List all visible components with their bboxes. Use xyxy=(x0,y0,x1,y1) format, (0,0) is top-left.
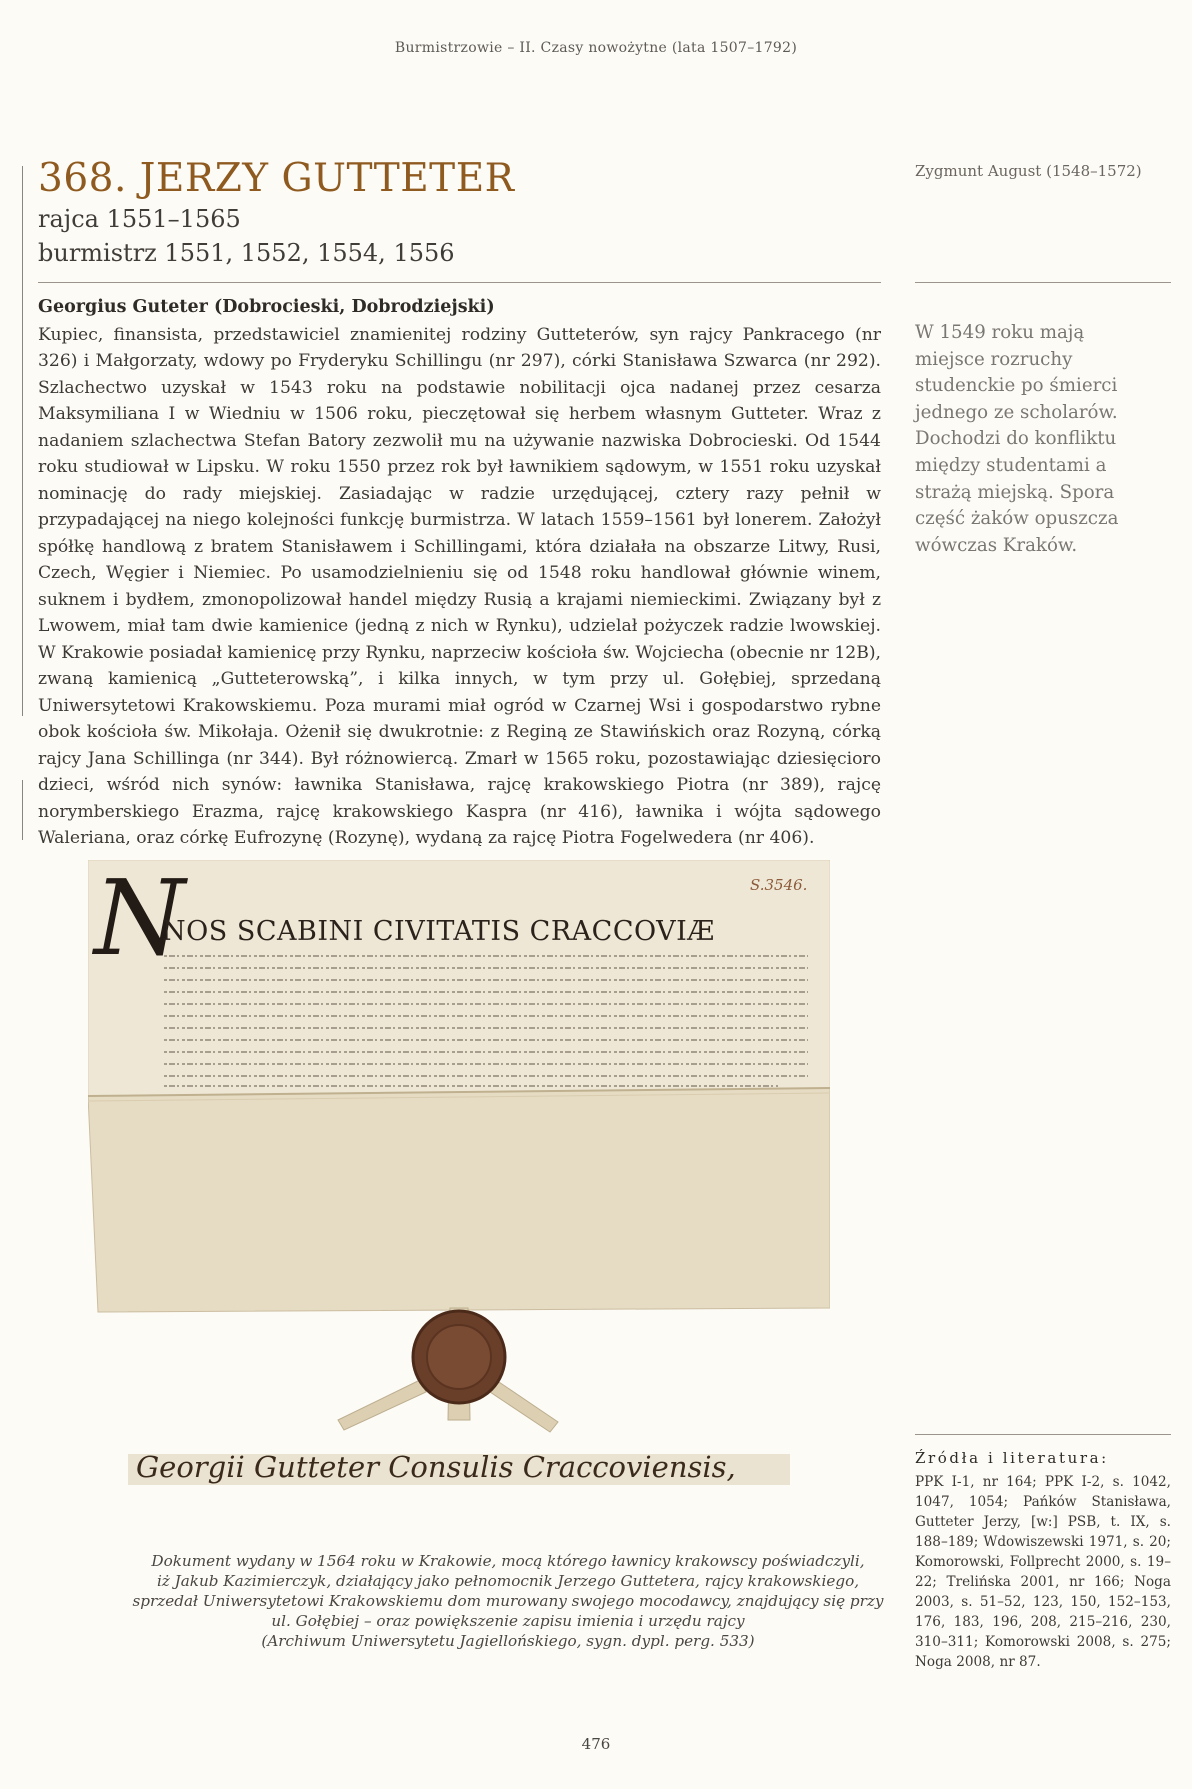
parchment-illustration xyxy=(88,860,830,1485)
biography-block xyxy=(38,294,881,852)
seal-tag-left xyxy=(338,1380,426,1430)
initial-letter: N xyxy=(94,860,185,979)
parchment-fold xyxy=(88,1088,830,1312)
seal-tag-right xyxy=(490,1380,558,1432)
charter-heading: NOS SCABINI CIVITATIS CRACCOVIÆ xyxy=(162,916,715,947)
biography-text: Kupiec, finansista, przedstawiciel znamienitej rodziny Gutteterów, syn rajcy Pankracego (nr 326) i Małgorzaty, wdowy po Fryderyku Schillingu (nr 297), córki Stanisława Szwarca (nr 292). Szlachectwo uzyskał w 1543 roku na podstawie nobilitacji ojca nadanej przez cesarza Maksymiliana I w Wiedniu w 1506 roku, pieczętował się herbem własnym Gutteter. Wraz z nadaniem szlachectwa Stefan Batory zezwolił mu na używanie nazwiska Dobrocieski. Od 1544 roku studiował w Lipsku. W roku 1550 przez rok był ławnikiem sądowym, w 1551 roku uzyskał nominację do rady miejskiej. Zasiadając w radzie urzędującej, cztery razy pełnił w przypadającej na niego kolejności funkcję burmistrza. W latach 1559–1561 był lonerem. Założył spółkę handlową z bratem Stanisławem i Schillingami, która działała na obszarze Litwy, Rusi, Czech, Węgier i Niemiec. Po usamodzielnieniu się od 1548 roku handlował głównie winem, suknem i bydłem, zmonopolizował handel między Rusią a krajami niemieckimi. Związany był z Lwowem, miał tam dwie kamienice (jedną z nich w Rynku), udzielał pożyczek radzie lwowskiej. W Krakowie posiadał kamienicę przy Rynku, naprzeciw kościoła św. Wojciecha (obecnie nr 12B), zwaną kamienicą „Gutteterowską”, i kilka innych, w tym przy ul. Gołębiej, sprzedaną Uniwersytetowi Krakowskiemu. Poza murami miał ogród w Czarnej Wsi i gospodarstwo rybne obok kościoła św. Mikołaja. Ożenił się dwukrotnie: z Reginą ze Stawińskich oraz Rozyną, córką rajcy Jana Schillinga (nr 344). Był różnowiercą. Zmarł w 1565 roku, pozostawiając dziesięcioro dzieci, wśród nich synów: ławnika Stanisława, rajcę krakowskiego Piotra (nr 389), rajcę norymberskiego Erazma, rajcę krakowskiego Kaspra (nr 416), ławnika i wójta sądowego Waleriana, oraz córkę Eufrozynę (Rozynę), wydaną za rajcę Piotra Fogelwedera (nr 406). xyxy=(38,324,881,848)
entry-title: 368. JERZY GUTTETER xyxy=(38,156,515,201)
caption-line-1: Dokument wydany w 1564 roku w Krakowie, mocą którego ławnicy krakowscy poświadczyli, xyxy=(151,1552,865,1570)
enlarged-inscription: Georgii Gutteter Consulis Craccoviensis, xyxy=(136,1450,736,1484)
role-mayor: burmistrz 1551, 1552, 1554, 1556 xyxy=(38,239,455,267)
sources-text: PPK I-1, nr 164; PPK I-2, s. 1042, 1047, 1054; Pańków Stanisława, Gutteter Jerzy, [w:] PSB, t. IX, s. 188–189; Wdowiszewski 1971, s. 20; Komorowski, Follprecht 2000, s. 19–22; Trelińska 2001, nr 166; Noga 2003, s. 51–52, 123, 150, 152–153, 176, 183, 196, 208, 215–216, 230, 310–311; Komorowski 2008, s. 275; Noga 2008, nr 87. xyxy=(915,1474,1171,1670)
sources-divider xyxy=(915,1434,1171,1435)
figure-caption xyxy=(128,1551,888,1651)
heading-divider xyxy=(38,282,881,283)
role-councillor: rajca 1551–1565 xyxy=(38,205,241,233)
caption-line-2: iż Jakub Kazimierczyk, działający jako pełnomocnik Jerzego Guttetera, rajcy krakowskiego, sprzedał Uniwersytetowi Krakowskiemu dom murowany swojego mocodawcy, znajdujący się przy ul. Gołębiej – oraz powiększenie zapisu imienia i urzędu rajcy xyxy=(132,1572,884,1630)
parchment-highlight xyxy=(88,860,830,1102)
sidebar-note: W 1549 roku mają miejsce rozruchy studenckie po śmierci jednego ze scholarów. Dochodzi do konfliktu między studentami a strażą miejską. Spora część żaków opuszcza wówczas Kraków. xyxy=(915,322,1119,556)
page-number: 476 xyxy=(581,1735,611,1753)
left-margin-rule xyxy=(22,166,23,716)
reign-label: Zygmunt August (1548–1572) xyxy=(915,162,1142,180)
sidebar-divider xyxy=(915,282,1171,283)
sources-label: Źródła i literatura: xyxy=(915,1449,1109,1467)
caption-line-3: (Archiwum Uniwersytetu Jagiellońskiego, sygn. dypl. perg. 533) xyxy=(261,1632,755,1650)
running-header: Burmistrzowie – II. Czasy nowożytne (lata 1507–1792) xyxy=(394,40,798,56)
latin-name: Georgius Guteter (Dobrocieski, Dobrodziejski) xyxy=(38,297,495,317)
charter-image xyxy=(88,860,830,1485)
archive-mark: S.3546. xyxy=(750,876,808,894)
left-margin-rule-lower xyxy=(22,780,23,840)
wax-seal-inner xyxy=(427,1325,491,1389)
